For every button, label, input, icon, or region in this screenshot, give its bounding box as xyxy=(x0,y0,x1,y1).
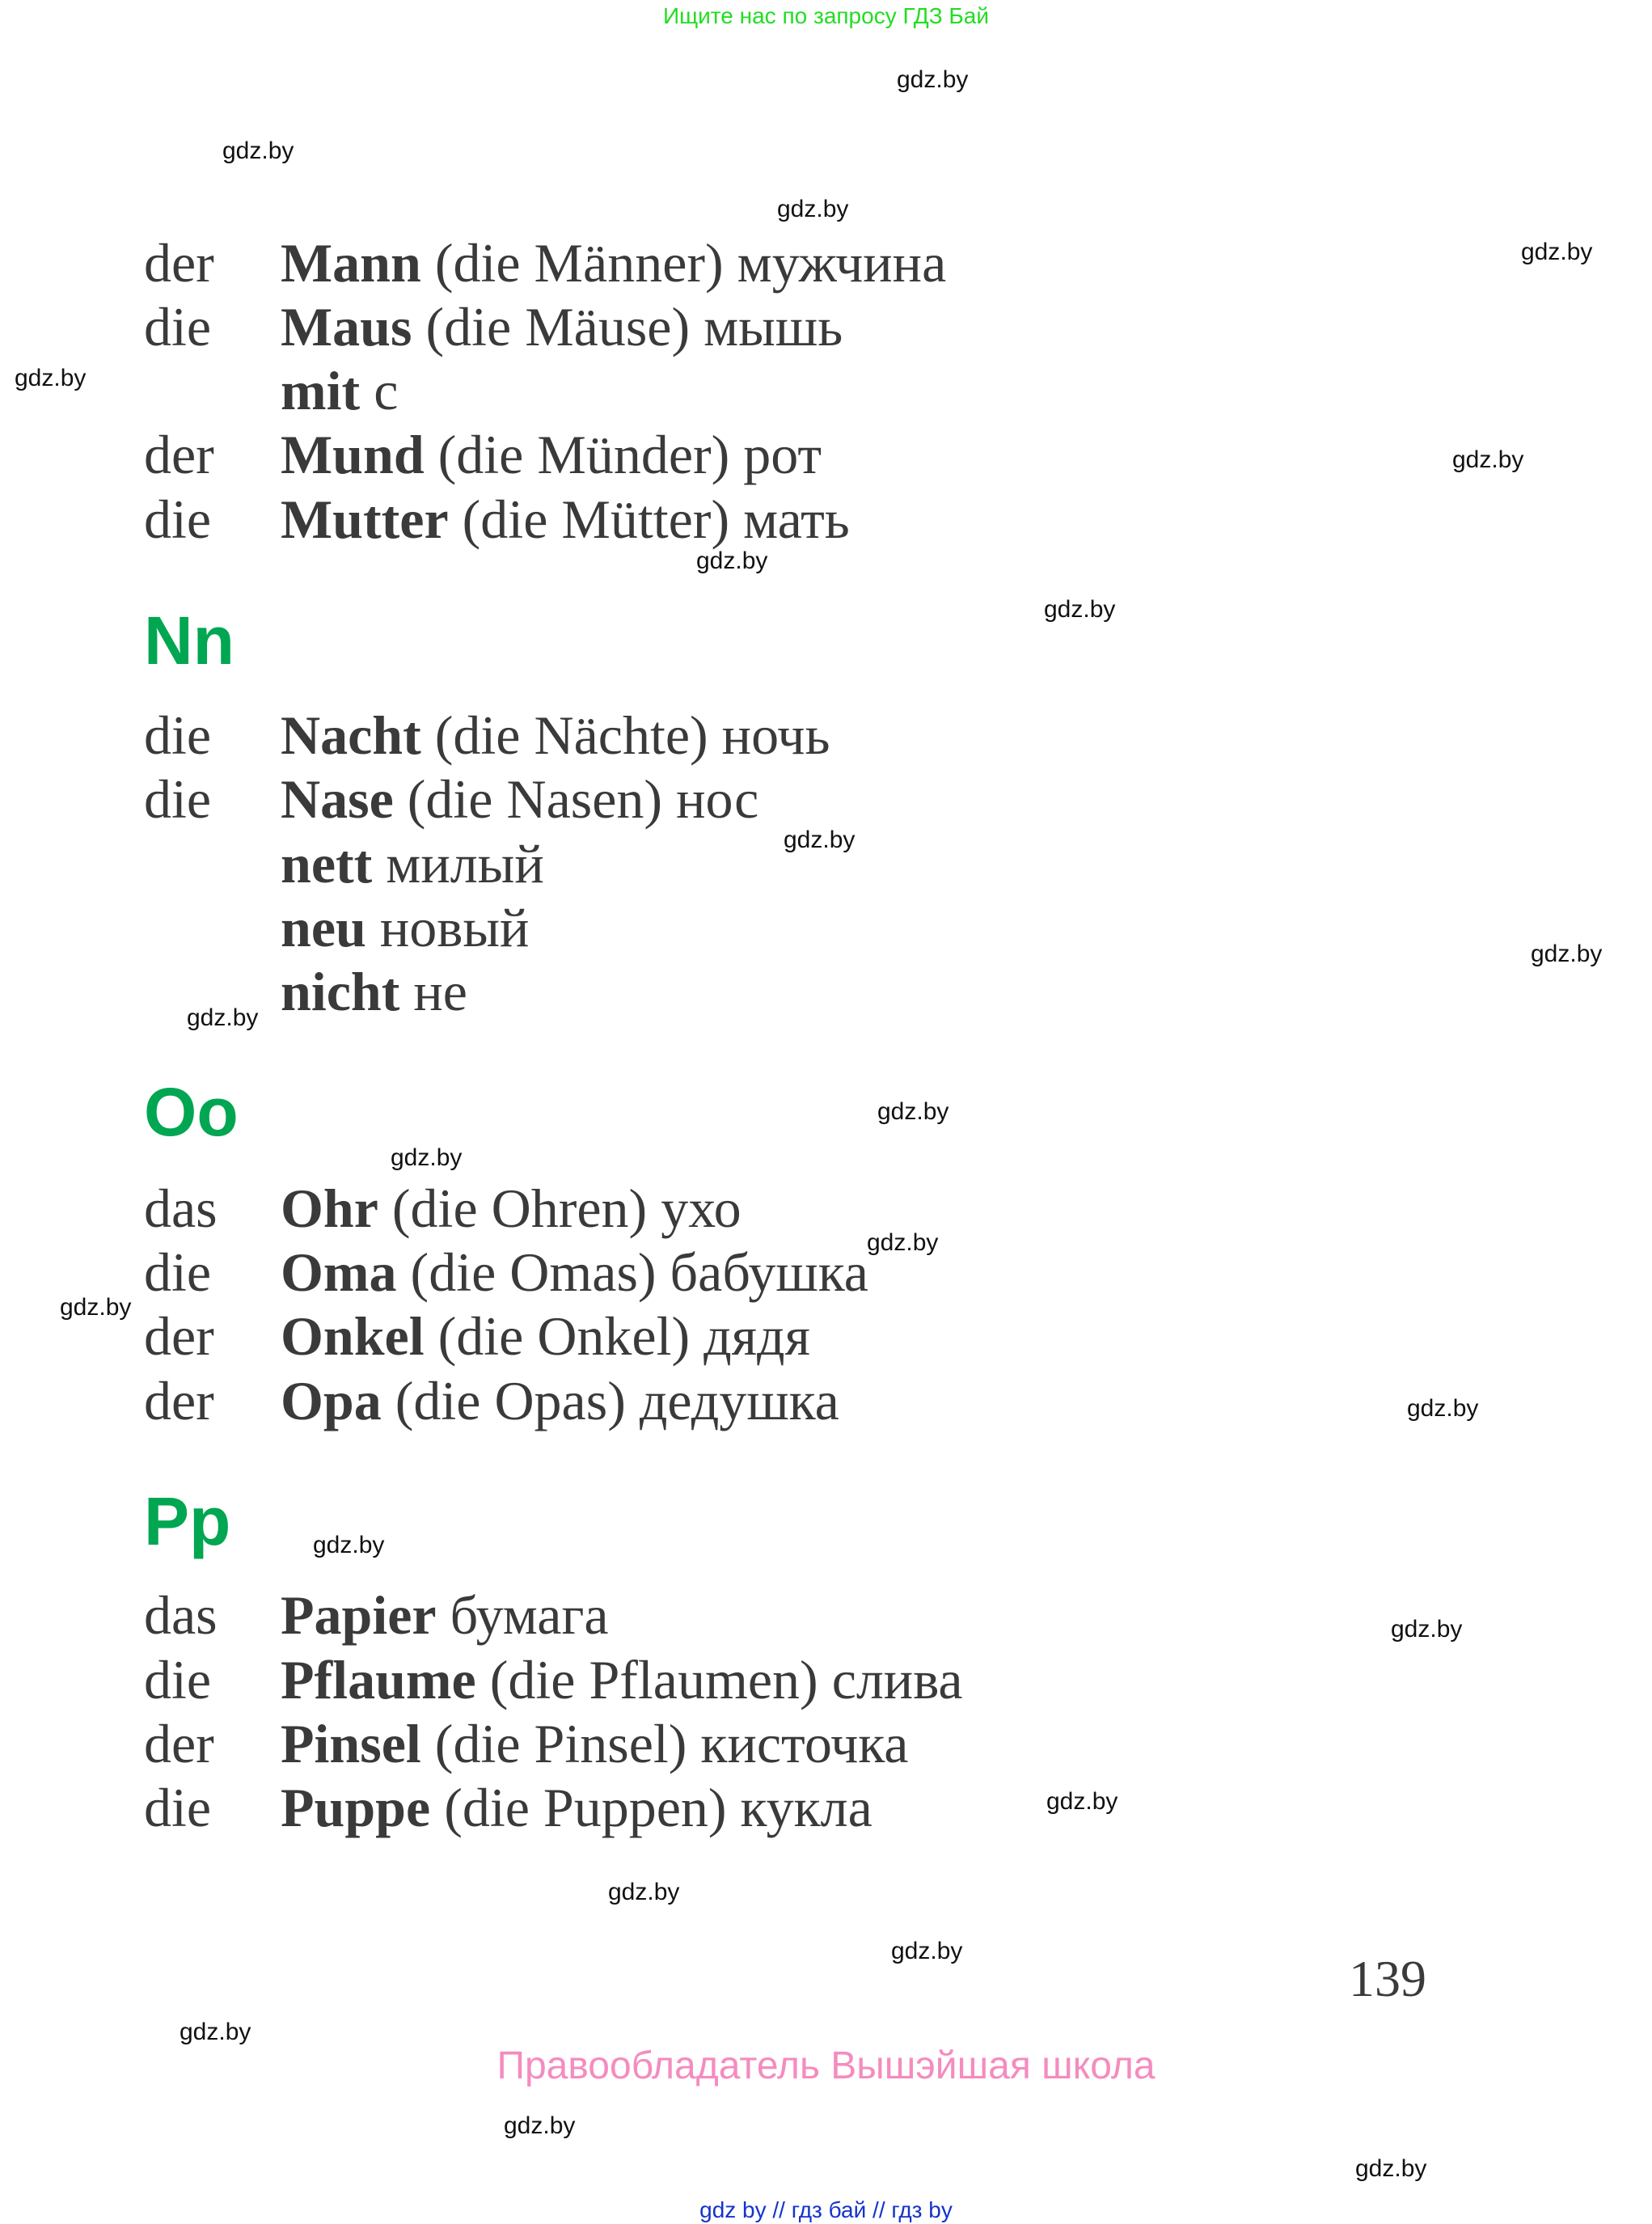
article: das xyxy=(144,1584,218,1646)
dictionary-entry xyxy=(0,767,1652,832)
translation: (die Omas) бабушка xyxy=(396,1241,868,1303)
entry-text xyxy=(281,423,822,487)
dictionary-entry xyxy=(0,704,1652,768)
watermark-text: gdz.by xyxy=(1355,2155,1427,2182)
watermark-text: gdz.by xyxy=(777,196,849,222)
translation: (die Mäuse) мышь xyxy=(412,296,843,357)
headword: Opa xyxy=(281,1370,382,1431)
translation: (die Mütter) мать xyxy=(448,488,850,550)
watermark-text: gdz.by xyxy=(1046,1788,1118,1815)
watermark-text: gdz.by xyxy=(608,1879,680,1905)
dictionary-entry xyxy=(0,423,1652,488)
article: die xyxy=(144,1777,212,1838)
watermark-text: gdz.by xyxy=(877,1098,949,1125)
headword: nett xyxy=(281,833,373,894)
dictionary-entry xyxy=(0,359,1652,424)
article: der xyxy=(144,424,214,485)
entry-text xyxy=(281,231,946,295)
watermark-text: gdz.by xyxy=(867,1229,939,1256)
dictionary-entry xyxy=(0,896,1652,961)
watermark-text: gdz.by xyxy=(187,1004,259,1031)
entry-text xyxy=(281,832,544,896)
entry-text xyxy=(281,896,529,960)
translation: (die Pinsel) кисточка xyxy=(420,1713,909,1774)
headword: neu xyxy=(281,897,366,958)
page-number: 139 xyxy=(1349,1950,1426,2007)
section-heading-nn: Nn xyxy=(144,603,234,679)
watermark-text: gdz.by xyxy=(897,66,969,93)
top-search-note: Ищите нас по запросу ГДЗ Бай xyxy=(662,3,990,28)
article: der xyxy=(144,232,214,294)
watermark-text: gdz.by xyxy=(891,1938,963,1964)
dictionary-entry xyxy=(0,1241,1652,1305)
entry-text xyxy=(281,1712,908,1776)
article: die xyxy=(144,1649,212,1710)
entry-text xyxy=(281,1241,868,1304)
dictionary-entry xyxy=(0,1177,1652,1241)
dictionary-entry xyxy=(0,1776,1652,1841)
watermark-text: gdz.by xyxy=(784,827,856,853)
watermark-text: gdz.by xyxy=(1452,446,1524,473)
entry-text xyxy=(281,1304,810,1368)
translation: милый xyxy=(372,833,544,894)
entry-text xyxy=(281,488,850,552)
headword: Mund xyxy=(281,424,425,485)
section-heading-pp: Pp xyxy=(144,1483,231,1559)
watermark-text: gdz.by xyxy=(15,365,87,391)
dictionary-entry xyxy=(0,1304,1652,1369)
headword: mit xyxy=(281,360,361,421)
entry-text xyxy=(281,767,758,831)
entry-text xyxy=(281,359,398,423)
headword: nicht xyxy=(281,961,400,1022)
watermark-text: gdz.by xyxy=(504,2112,576,2139)
entry-text xyxy=(281,1776,872,1840)
headword: Nase xyxy=(281,768,394,830)
watermark-text: gdz.by xyxy=(1531,941,1603,967)
translation: (die Onkel) дядя xyxy=(424,1305,810,1367)
watermark-text: gdz.by xyxy=(1521,239,1593,265)
headword: Maus xyxy=(281,296,412,357)
article: die xyxy=(144,488,212,550)
headword: Papier xyxy=(281,1584,437,1646)
headword: Mutter xyxy=(281,488,449,550)
translation: (die Nasen) нос xyxy=(393,768,759,830)
headword: Mann xyxy=(281,232,421,294)
entry-text xyxy=(281,1177,741,1241)
watermark-text: gdz.by xyxy=(696,548,768,574)
article: der xyxy=(144,1305,214,1367)
article: der xyxy=(144,1370,214,1431)
footer-links[interactable]: gdz by // гдз бай // гдз by xyxy=(699,2197,953,2222)
translation: (die Puppen) кукла xyxy=(430,1777,872,1838)
article: die xyxy=(144,296,212,357)
translation: (die Ohren) ухо xyxy=(378,1178,741,1239)
watermark-text: gdz.by xyxy=(222,137,294,164)
translation: (die Opas) дедушка xyxy=(381,1370,839,1431)
translation: бумага xyxy=(436,1584,609,1646)
article: der xyxy=(144,1713,214,1774)
article: die xyxy=(144,704,212,766)
dictionary-entry xyxy=(0,1369,1652,1434)
article: die xyxy=(144,1241,212,1303)
headword: Nacht xyxy=(281,704,421,766)
section-heading-oo: Oo xyxy=(144,1074,239,1150)
entry-text xyxy=(281,960,467,1024)
watermark-text: gdz.by xyxy=(1044,596,1116,623)
watermark-text: gdz.by xyxy=(180,2019,251,2045)
entry-text xyxy=(281,295,843,359)
entry-text xyxy=(281,1583,609,1647)
translation: (die Nächte) ночь xyxy=(420,704,830,766)
translation: (die Pflaumen) слива xyxy=(475,1649,963,1710)
headword: Ohr xyxy=(281,1178,378,1239)
headword: Oma xyxy=(281,1241,397,1303)
translation: (die Männer) мужчина xyxy=(420,232,947,294)
dictionary-entry xyxy=(0,1712,1652,1777)
translation: новый xyxy=(365,897,530,958)
entry-text xyxy=(281,1648,963,1712)
watermark-text: gdz.by xyxy=(1391,1616,1463,1643)
headword: Onkel xyxy=(281,1305,425,1367)
headword: Pinsel xyxy=(281,1713,421,1774)
article: das xyxy=(144,1178,218,1239)
dictionary-entry xyxy=(0,488,1652,552)
entry-text xyxy=(281,704,830,767)
headword: Puppe xyxy=(281,1777,431,1838)
headword: Pflaume xyxy=(281,1649,476,1710)
entry-text xyxy=(281,1369,839,1433)
translation: с xyxy=(360,360,399,421)
translation: не xyxy=(399,961,467,1022)
watermark-text: gdz.by xyxy=(60,1294,132,1321)
watermark-text: gdz.by xyxy=(391,1144,463,1171)
dictionary-entry xyxy=(0,295,1652,360)
copyright-notice: Правообладатель Вышэйшая школа xyxy=(496,2044,1156,2087)
watermark-text: gdz.by xyxy=(1407,1395,1479,1422)
translation: (die Münder) рот xyxy=(424,424,822,485)
dictionary-entry xyxy=(0,1648,1652,1713)
article: die xyxy=(144,768,212,830)
watermark-text: gdz.by xyxy=(313,1532,385,1558)
dictionary-entry xyxy=(0,231,1652,296)
